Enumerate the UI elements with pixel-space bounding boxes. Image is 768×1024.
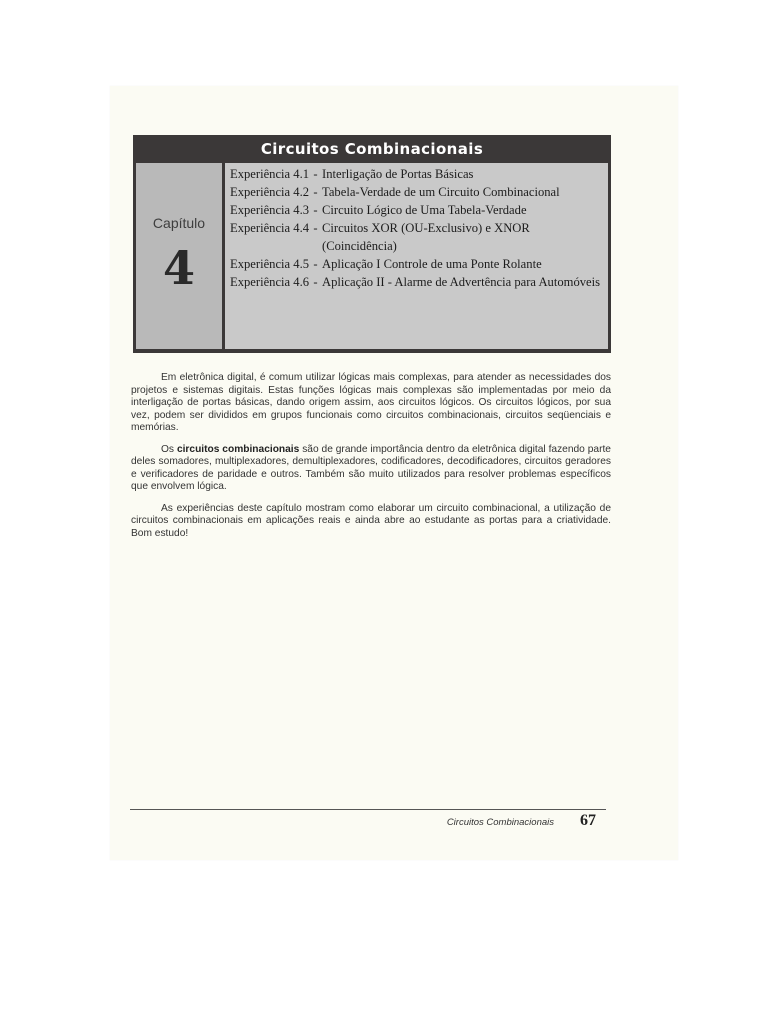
bold-term: circuitos combinacionais — [176, 443, 300, 455]
experiment-item — [230, 183, 608, 201]
experiment-number: Experiência 4.2 — [230, 185, 310, 199]
experiment-number: Experiência 4.6 — [230, 275, 310, 289]
experiment-number: Experiência 4.5 — [230, 257, 310, 271]
chapter-label-panel — [136, 163, 222, 349]
experiment-item — [230, 255, 608, 273]
experiment-title: Circuitos XOR (OU-Exclusivo) e XNOR (Coincidência) — [322, 221, 530, 253]
experiment-separator: - — [313, 257, 318, 271]
chapter-header-box — [133, 135, 611, 353]
experiment-item — [230, 273, 608, 291]
body-text — [131, 372, 611, 549]
experiment-title: Tabela-Verdade de um Circuito Combinacional — [322, 185, 560, 199]
experiment-title: Circuito Lógico de Uma Tabela-Verdade — [322, 203, 527, 217]
experiment-separator: - — [313, 203, 318, 217]
experiment-separator: - — [313, 221, 318, 235]
footer-rule — [130, 809, 606, 810]
experiment-item — [230, 165, 608, 183]
experiment-title: Aplicação I Controle de uma Ponte Rolante — [322, 257, 542, 271]
footer-running-title: Circuitos Combinacionais — [446, 817, 554, 828]
paragraph-experiments: As experiências deste capítulo mostram como elaborar um circuito combinacional, a utilização de circuitos combinacionais em aplicações reais e ainda abre ao estudante as portas para a criatividade. Bom estudo! — [131, 502, 611, 539]
paragraph-intro: Em eletrônica digital, é comum utilizar lógicas mais complexas, para atender as necessidades dos projetos e sistemas digitais. Estas funções lógicas mais complexas são implementadas por meio da interligação de portas básicas, dando origem assim, aos circuitos lógicos. Os circuitos lógicos, por sua vez, podem ser divididos em grupos funcionais como circuitos combinacionais, circuitos seqüenciais e memórias. — [131, 372, 611, 433]
paragraph-rest: são de grande importância dentro da eletrônica digital fazendo parte deles somadores, multiplexadores, demultiplexadores, codificadores, decodificadores, circuitos geradores e verificadores de paridade e outros. Também são muito utilizados para resolver problemas específicos que envolvem lógica. — [131, 443, 611, 492]
experiment-number: Experiência 4.4 — [230, 221, 310, 235]
paragraph-combinational — [131, 444, 611, 494]
experiment-item — [230, 219, 608, 255]
experiment-separator: - — [313, 275, 318, 289]
experiment-list-panel — [225, 163, 608, 349]
page-number: 67 — [580, 812, 596, 829]
chapter-title: Circuitos Combinacionais — [260, 140, 484, 158]
experiment-separator: - — [313, 167, 318, 181]
paragraph-start: Os — [161, 443, 175, 455]
experiment-title: Aplicação II - Alarme de Advertência para Automóveis — [322, 275, 601, 289]
experiment-item — [230, 201, 608, 219]
experiment-title: Interligação de Portas Básicas — [322, 167, 474, 181]
experiment-number: Experiência 4.1 — [230, 167, 310, 181]
experiment-list — [225, 163, 608, 291]
chapter-label: Capítulo — [152, 215, 206, 231]
chapter-number: 4 — [162, 241, 195, 295]
experiment-separator: - — [313, 185, 318, 199]
experiment-number: Experiência 4.3 — [230, 203, 310, 217]
